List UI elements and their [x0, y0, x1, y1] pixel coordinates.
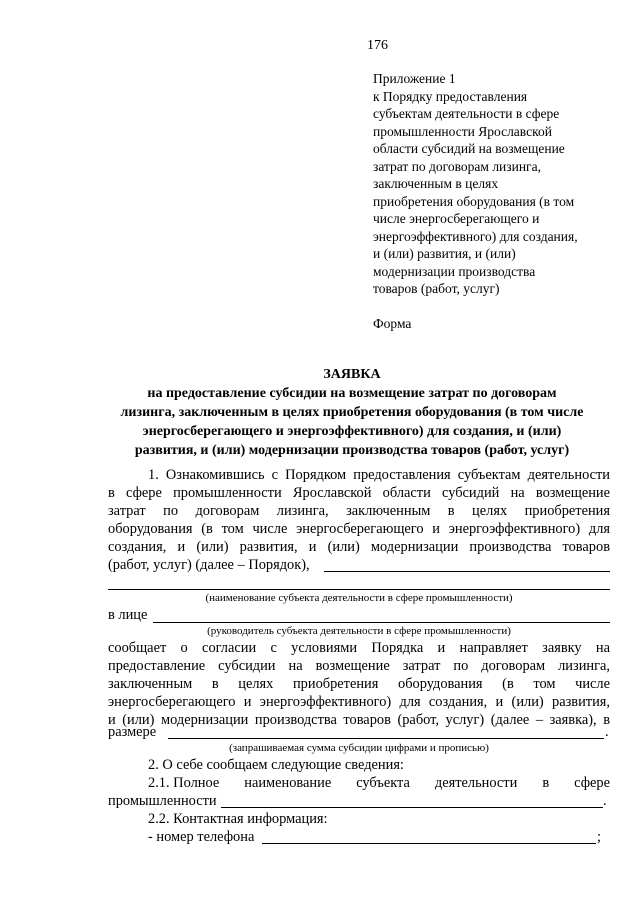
appendix-line: промышленности Ярославской: [373, 123, 552, 139]
text-word: деятельности: [434, 775, 518, 791]
title-line: развития, и (или) модернизации производства товаров (работ, услуг): [134, 443, 570, 458]
appendix-line: субъектам деятельности в сфере: [373, 106, 560, 121]
section-2-2-heading: 2.2. Контактная информация:: [148, 811, 328, 827]
text-line: в сфере промышленности Ярославской области субсидий на возмещение: [108, 485, 610, 501]
appendix-line: заключенным в целях: [373, 176, 499, 191]
text-line: энергосберегающего и энергоэффективного) для создания, и (или) развития,: [108, 694, 610, 710]
appendix-line: числе энергосберегающего и: [373, 211, 540, 226]
appendix-line: к Порядку предоставления: [373, 88, 528, 104]
phone-field[interactable]: [262, 843, 596, 844]
appendix-line: затрат по договорам лизинга,: [373, 158, 541, 174]
amount-label: размере: [108, 724, 157, 740]
phone-end: ;: [597, 829, 601, 845]
text-line: (работ, услуг) (далее – Порядок),: [108, 557, 310, 573]
title-line: энергосберегающего и энергоэффективного) для создания, и (или): [142, 424, 562, 439]
page-number: 176: [367, 38, 388, 53]
text-line: затрат по договорам лизинга, заключенным в целях приобретения: [108, 503, 610, 519]
text-word: сфере: [574, 775, 610, 791]
text-line: предоставление субсидии на возмещение затрат по договорам лизинга,: [108, 658, 610, 674]
section-2-1-line: [148, 774, 610, 792]
document-title: [96, 365, 608, 460]
amount-end: .: [605, 724, 609, 740]
appendix-line: приобретения оборудования (в том: [373, 193, 575, 209]
caption-entity: (наименование субъекта деятельности в сфере промышленности): [205, 592, 513, 604]
text-word: субъекта: [356, 775, 410, 791]
caption-head: (руководитель субъекта деятельности в сфере промышленности): [207, 625, 511, 637]
text-word: наименование: [244, 775, 332, 791]
appendix-line: энергоэффективного) для создания,: [373, 228, 578, 244]
title-line: лизинга, заключенным в целях приобретения оборудования (в том числе: [120, 405, 584, 420]
paragraph-1: [108, 466, 610, 556]
text-word: 2.1. Полное: [148, 775, 220, 791]
text-line: и (или) модернизации производства товаров (работ, услуг) (далее – заявка), в: [108, 712, 610, 728]
full-name-end: .: [603, 793, 607, 809]
title-line: на предоставление субсидии на возмещение затрат по договорам: [147, 386, 557, 401]
text-word: в: [542, 775, 550, 791]
phone-label: - номер телефона: [148, 829, 255, 845]
title-heading: ЗАЯВКА: [323, 367, 381, 382]
caption-amount: (запрашиваемая сумма субсидии цифрами и прописью): [229, 742, 489, 754]
appendix-line: области субсидий на возмещение: [373, 141, 565, 156]
appendix-line: и (или) развития, и (или): [373, 246, 516, 261]
text-line: сообщает о согласии с условиями Порядка и направляет заявку на: [108, 640, 610, 656]
appendix-line: товаров (работ, услуг): [373, 281, 500, 296]
head-name-field[interactable]: [153, 622, 610, 623]
form-label: Форма: [373, 316, 412, 331]
section-2-heading: 2. О себе сообщаем следующие сведения:: [148, 757, 404, 773]
amount-field[interactable]: [168, 738, 604, 739]
paragraph-2: [108, 639, 610, 729]
section-2-1-continued: промышленности: [108, 793, 217, 809]
appendix-block: [373, 70, 613, 298]
text-line: создания, и (или) развития, и (или) модернизации производства товаров: [108, 539, 610, 555]
entity-name-field-continued[interactable]: [108, 589, 610, 590]
text-line: 1. Ознакомившись с Порядком предоставления субъектам деятельности: [148, 467, 610, 483]
in-person-label: в лице: [108, 607, 148, 623]
appendix-line: модернизации производства: [373, 263, 536, 279]
text-line: заключенным в целях приобретения оборудования (в том числе: [108, 676, 610, 692]
appendix-line: Приложение 1: [373, 71, 456, 86]
text-line: оборудования (в том числе энергосберегающего и энергоэффективного) для: [108, 521, 610, 537]
entity-name-field[interactable]: [324, 571, 610, 572]
full-name-field[interactable]: [221, 807, 603, 808]
